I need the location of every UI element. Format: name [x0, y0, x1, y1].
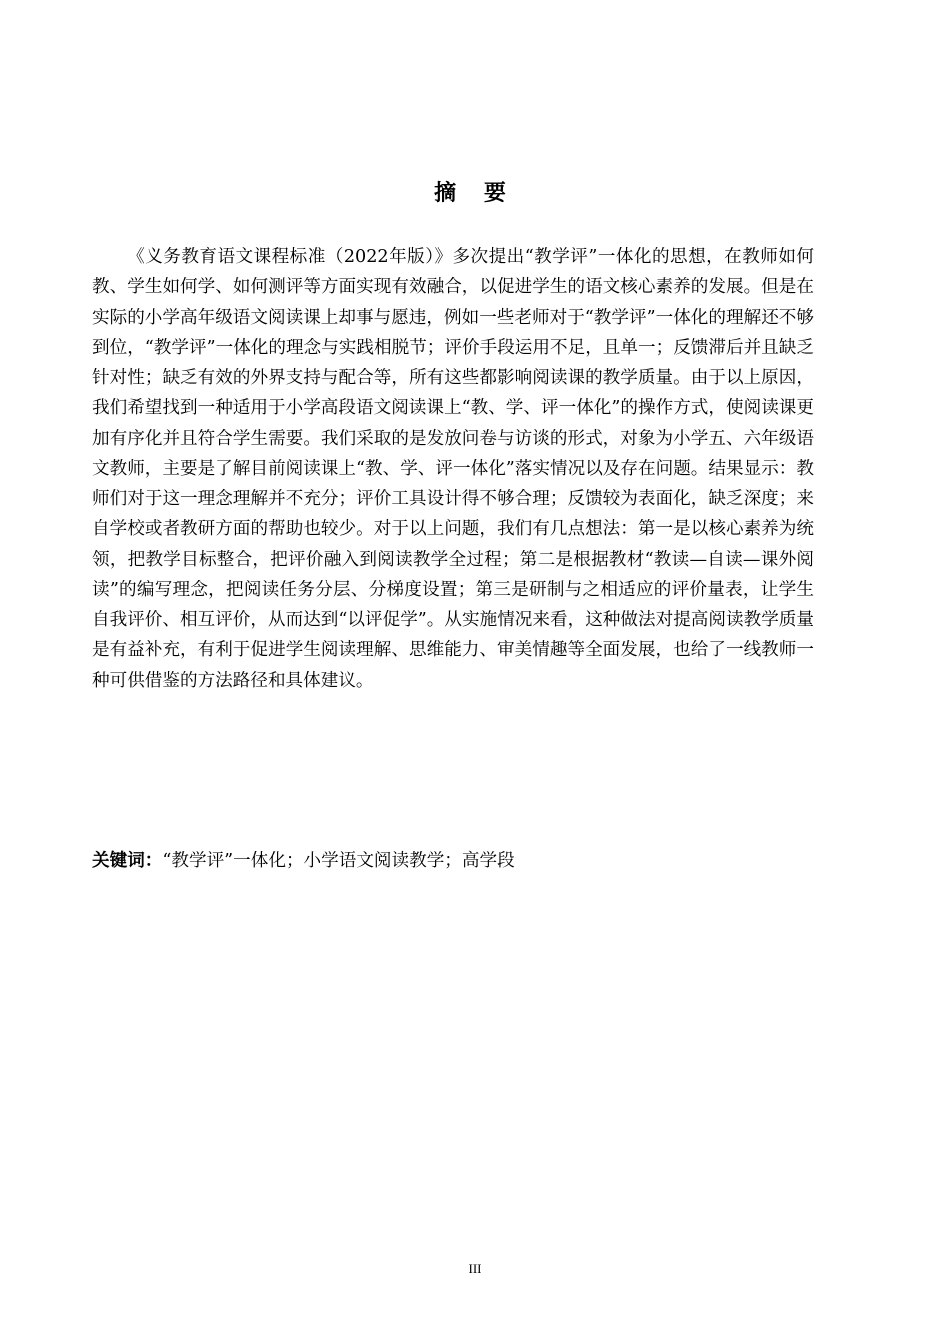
keywords-label: 关键词： — [92, 851, 163, 871]
keywords-text: “教学评”一体化；小学语文阅读教学；高学段 — [162, 851, 515, 871]
keywords-line — [92, 846, 814, 876]
abstract-title: 摘 要 — [434, 181, 516, 206]
abstract-body: 《义务教育语文课程标准（2022年版）》多次提出“教学评”一体化的思想，在教师如何教、学生如何学、如何测评等方面实现有效融合，以促进学生的语文核心素养的发展。但是在实际的小学高年级语文阅读课上却事与愿违，例如一些老师对于“教学评”一体化的理解还不够到位，“教学评”一体化的理念与实践相脱节；评价手段运用不足，且单一；反馈滞后并且缺乏针对性；缺乏有效的外界支持与配合等，所有这些都影响阅读课的教学质量。由于以上原因，我们希望找到一种适用于小学高段语文阅读课上“教、学、评一体化”的操作方式，使阅读课更加有序化并且符合学生需要。我们采取的是发放问卷与访谈的形式，对象为小学五、六年级语文教师，主要是了解目前阅读课上“教、学、评一体化”落实情况以及存在问题。结果显示：教师们对于这一理念理解并不充分；评价工具设计得不够合理；反馈较为表面化，缺乏深度；来自学校或者教研方面的帮助也较少。对于以上问题，我们有几点想法：第一是以核心素养为统领，把教学目标整合，把评价融入到阅读教学全过程；第二是根据教材“教读—自读—课外阅读”的编写理念，把阅读任务分层、分梯度设置；第三是研制与之相适应的评价量表，让学生自我评价、相互评价，从而达到“以评促学”。从实施情况来看，这种做法对提高阅读教学质量是有益补充，有利于促进学生阅读理解、思维能力、审美情趣等全面发展，也给了一线教师一种可供借鉴的方法路径和具体建议。 — [92, 247, 814, 691]
page-number: III — [468, 1261, 482, 1276]
